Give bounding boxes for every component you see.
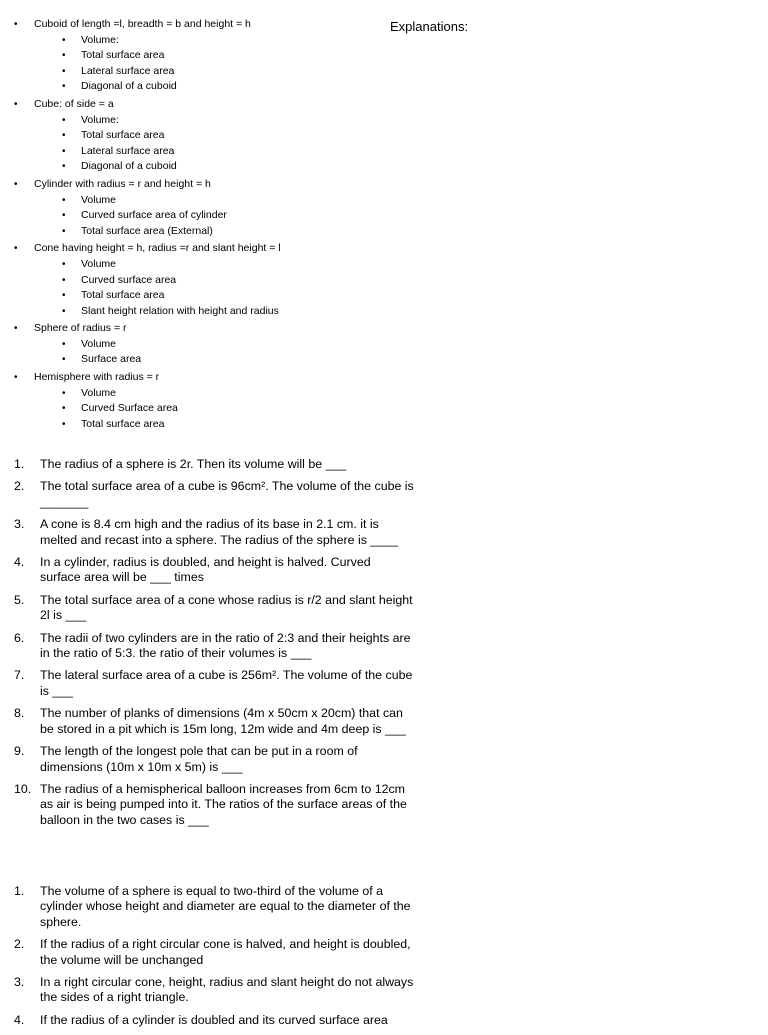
question-item-text: The radius of a sphere is 2r. Then its volume will be ___ xyxy=(40,457,347,471)
formula-subitem: • Slant height relation with height and radius xyxy=(34,304,374,320)
question-item-text: The radius of a hemispherical balloon increases from 6cm to 12cm as air is being pumped into it. The ratios of the surface areas of the balloon in the two cases is ___ xyxy=(40,781,407,827)
formula-subitem: • Lateral surface area xyxy=(34,64,374,80)
question-item-text: The radii of two cylinders are in the ratio of 2:3 and their heights are in the ratio of 5:3. the ratio of their volumes is ___ xyxy=(40,630,411,661)
question-item-number: 7. xyxy=(14,668,25,683)
question-item xyxy=(14,555,414,586)
statement-item-text: If the radius of a right circular cone is halved, and height is doubled, the volume will be unchanged xyxy=(40,937,411,967)
formula-topic xyxy=(14,241,374,319)
formula-subitem: • Curved Surface area xyxy=(34,401,374,417)
formula-topic-title: • Hemisphere with radius = r xyxy=(34,371,160,384)
question-item xyxy=(14,782,414,828)
statement-item xyxy=(14,937,414,968)
statement-item-number: 3. xyxy=(14,975,25,990)
question-item xyxy=(14,457,414,472)
statement-item-number: 4. xyxy=(14,1012,25,1027)
statement-item-text: The volume of a sphere is equal to two-third of the volume of a cylinder whose height and diameter are equal to the diameter of the sphere. xyxy=(40,884,411,929)
fill-in-blank-questions xyxy=(14,457,414,835)
question-item-text: The total surface area of a cone whose radius is r/2 and slant height 2l is ___ xyxy=(40,592,413,623)
statement-item xyxy=(14,975,414,1006)
question-item-text: The number of planks of dimensions (4m x 50cm x 20cm) that can be stored in a pit which is 15m long, 12m wide and 4m deep is ___ xyxy=(40,706,406,736)
formula-subitem: • Surface area xyxy=(34,352,374,368)
formula-topic-title: • Sphere of radius = r xyxy=(34,322,127,335)
formula-topic-title: • Cuboid of length =l, breadth = b and height = h xyxy=(34,18,251,30)
statement-item xyxy=(14,884,414,930)
question-item xyxy=(14,668,414,699)
formula-subitem: • Volume: xyxy=(34,33,374,49)
statement-item-text: If the radius of a cylinder is doubled and its curved surface area xyxy=(40,1012,388,1027)
question-item-text: The lateral surface area of a cube is 256m². The volume of the cube is ___ xyxy=(40,668,413,698)
question-item xyxy=(14,593,414,624)
question-item-text: The length of the longest pole that can be put in a room of dimensions (10m x 10m x 5m) is ___ xyxy=(40,744,358,774)
formula-subitem: • Curved surface area xyxy=(34,273,374,289)
formula-topic xyxy=(14,177,374,239)
formula-subitem: • Diagonal of a cuboid xyxy=(34,159,374,175)
formula-subitem: • Total surface area xyxy=(34,128,374,144)
formula-outline xyxy=(14,17,374,432)
formula-subitem: • Total surface area xyxy=(34,417,374,433)
formula-subitem: • Volume: xyxy=(34,113,374,129)
statement-item-number: 2. xyxy=(14,937,25,952)
statement-item xyxy=(14,1013,414,1028)
formula-subitem: • Volume xyxy=(34,337,374,353)
question-item-number: 5. xyxy=(14,592,25,607)
formula-subitem: • Total surface area xyxy=(34,288,374,304)
formula-topic-title: • Cube: of side = a xyxy=(34,97,114,110)
formula-subitem: • Volume xyxy=(34,386,374,402)
formula-subitem: • Diagonal of a cuboid xyxy=(34,79,374,95)
question-item xyxy=(14,631,414,662)
statement-item-number: 1. xyxy=(14,884,25,898)
question-item-number: 2. xyxy=(14,479,25,494)
question-item-number: 8. xyxy=(14,706,25,721)
formula-topic xyxy=(14,321,374,368)
question-item-text: A cone is 8.4 cm high and the radius of its base in 2.1 cm. it is melted and recast into a sphere. The radius of the sphere is ____ xyxy=(40,517,398,547)
formula-subitem: • Volume xyxy=(34,193,374,209)
formula-topic xyxy=(14,370,374,432)
question-item xyxy=(14,744,414,775)
explanations-label: Explanations: xyxy=(390,19,469,34)
formula-subitem: • Total surface area xyxy=(34,48,374,64)
formula-subitem: • Total surface area (External) xyxy=(34,224,374,240)
question-item-number: 3. xyxy=(14,517,25,532)
formula-topic xyxy=(14,97,374,175)
question-item-number: 9. xyxy=(14,744,25,759)
formula-subitem: • Volume xyxy=(34,257,374,273)
formula-topic-title: • Cone having height = h, radius =r and slant height = l xyxy=(34,242,281,255)
question-item xyxy=(14,517,414,548)
formula-subitem: • Curved surface area of cylinder xyxy=(34,208,374,224)
question-item xyxy=(14,706,414,737)
statement-item-text: In a right circular cone, height, radius and slant height do not always the sides of a right triangle. xyxy=(40,975,414,1005)
formula-topic xyxy=(14,17,374,95)
question-item-number: 1. xyxy=(14,457,25,471)
question-item-text: In a cylinder, radius is doubled, and height is halved. Curved surface area will be ___ times xyxy=(40,555,371,585)
formula-topic-title: • Cylinder with radius = r and height = h xyxy=(34,177,211,190)
question-item-number: 4. xyxy=(14,555,25,570)
question-item-number: 6. xyxy=(14,630,25,645)
formula-subitem: • Lateral surface area xyxy=(34,144,374,160)
question-item-text: The total surface area of a cube is 96cm². The volume of the cube is _______ xyxy=(40,479,414,509)
true-false-statements xyxy=(14,884,414,1035)
question-item-number: 10. xyxy=(14,781,32,796)
question-item xyxy=(14,479,414,510)
